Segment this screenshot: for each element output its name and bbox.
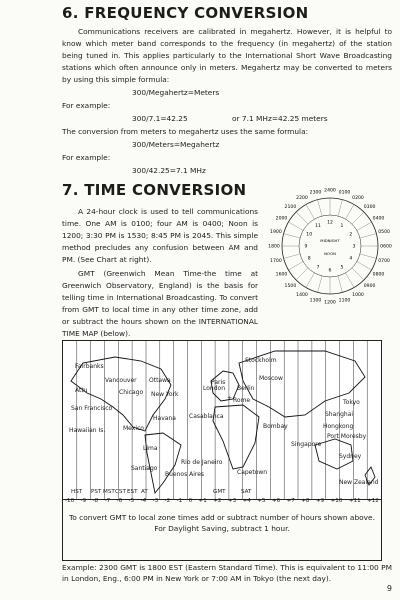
clock-face-12: 12 <box>327 220 333 226</box>
clock-hour-1100: 1100 <box>338 298 351 304</box>
city-rio-de-janeiro: Rio de Janeiro <box>181 459 223 466</box>
zone-at: AT <box>141 489 148 495</box>
city-new-york: New York <box>151 391 179 398</box>
clock-hour-1700: 1700 <box>270 259 282 265</box>
clock-hour-1600: 1600 <box>275 272 288 278</box>
clock-face-5: 5 <box>340 265 344 271</box>
city-capetown: Capetown <box>237 469 268 476</box>
zone-offset: -1 <box>176 498 183 504</box>
city-shanghai: Shanghai <box>325 411 354 418</box>
clock-hour-0500: 0500 <box>378 230 390 236</box>
zone-hst: HST <box>71 489 83 495</box>
city-moscow: Moscow <box>259 375 283 382</box>
city-paris: Paris <box>211 379 226 386</box>
clock-hour-2100: 2100 <box>284 205 297 210</box>
zone-offset: -5 <box>128 498 135 504</box>
conversion-note-line-2: For Daylight Saving, subtract 1 hour. <box>154 524 290 533</box>
zone-offset: +1 <box>198 498 207 504</box>
conversion-text: The conversion from meters to megahertz uses the same formula: <box>62 127 309 136</box>
city-hongkong: Hongkong <box>323 423 354 430</box>
zone-offset: -10 <box>65 498 75 504</box>
zone-offset: +4 <box>242 498 251 504</box>
city-mexico: Mexico <box>123 425 144 432</box>
zone-offset: -8 <box>92 498 99 504</box>
clock-hour-0200: 0200 <box>352 196 364 202</box>
city-chicago: Chicago <box>119 389 144 396</box>
clock-face-7: 7 <box>316 265 320 271</box>
zone-offset: -2 <box>164 498 171 504</box>
time-paragraph-2: GMT (Greenwich Mean Time-the time at Greenwich Observatory, England) is the basis for telling time in International Broadcasting. To convert from GMT to local time in any other time zone, add or subtract the hours shown on the INTERNATIONAL TIME MAP (below). <box>62 269 258 338</box>
conversion-note-line-1: To convert GMT to local zone times add or subtract number of hours shown above. <box>69 513 375 522</box>
zone-offset: +8 <box>301 498 310 504</box>
clock-hour-1000: 1000 <box>352 293 364 299</box>
clock-face-9: 9 <box>304 244 308 250</box>
zone-est: EST <box>127 489 138 495</box>
clock-face-4: 4 <box>349 256 353 262</box>
city-tokyo: Tokyo <box>343 399 360 406</box>
formula-megahertz: 300/Meters=Megahertz <box>132 140 220 149</box>
clock-hour-0100: 0100 <box>338 190 351 196</box>
clock-hour-2000: 2000 <box>275 216 288 222</box>
city-ottawa: Ottawa <box>149 377 171 384</box>
city-vancouver: Vancouver <box>105 377 137 384</box>
clock-hour-1800: 1800 <box>268 244 280 250</box>
zone-offset: +7 <box>286 498 295 504</box>
zone-offset: -4 <box>140 498 147 504</box>
clock-face-2: 2 <box>349 232 353 238</box>
international-time-map <box>62 340 382 500</box>
example-paragraph: Example: 2300 GMT is 1800 EST (Eastern Standard Time). This is equivalent to 11:00 PM in London, Eng., 6:00 PM in New York or 7:00 AM in Tokyo (the next day). <box>62 563 392 583</box>
clock-hour-0700: 0700 <box>378 259 390 265</box>
zone-sat: SAT <box>241 489 252 495</box>
city-buenos-aires: Buenos Aires <box>165 471 205 478</box>
clock-noon-label: NOON <box>324 251 336 256</box>
zone-offset: -7 <box>104 498 111 504</box>
clock-hour-0800: 0800 <box>372 272 385 278</box>
world-map-outline <box>63 341 381 499</box>
clock-midnight-label: MIDNIGHT <box>320 238 340 243</box>
zone-offset: +11 <box>348 498 361 504</box>
greenwich-marker: + <box>227 395 233 402</box>
city-lima: Lima <box>143 445 158 452</box>
zone-offset: -6 <box>116 498 123 504</box>
clock-face-6: 6 <box>328 268 332 274</box>
zone-offset: +5 <box>257 498 266 504</box>
zone-offset: +12 <box>367 498 379 504</box>
zone-mst: MST <box>103 489 115 495</box>
example-label-1: For example: <box>62 101 111 110</box>
time-paragraph-1: A 24-hour clock is used to tell communications time. One AM is 0100; four AM is 0400; Noon is 1200; 3:30 PM is 1530; 8:45 PM is 2045. This simple method precludes any confusion between AM and PM. (See Chart at right). <box>62 207 258 264</box>
city-santiago: Santiago <box>131 465 158 472</box>
zone-gmt: GMT <box>213 489 226 495</box>
example-1b: or 7.1 MHz=42.25 meters <box>232 114 328 123</box>
city-attu: Attu <box>75 387 88 394</box>
city-fairbanks: Fairbanks <box>75 363 104 370</box>
clock-hour-1300: 1300 <box>309 298 322 304</box>
clock-hour-2400: 2400 <box>324 188 336 194</box>
city-port-moresby: Port Moresby <box>327 433 367 440</box>
section-7-title: 7. TIME CONVERSION <box>62 181 247 199</box>
formula-meters: 300/Megahertz=Meters <box>132 88 220 97</box>
clock-hour-1200: 1200 <box>324 300 336 306</box>
city-havana: Havana <box>153 415 176 422</box>
example-2: 300/42.25=7.1 MHz <box>132 166 206 175</box>
zone-offset: +10 <box>330 498 343 504</box>
clock-hour-0900: 0900 <box>363 284 376 290</box>
zone-abbreviations <box>63 489 381 498</box>
clock-face-3: 3 <box>352 244 356 250</box>
clock-hour-0300: 0300 <box>363 205 376 210</box>
city-singapore: Singapore <box>291 441 322 448</box>
city-london: London <box>203 385 225 392</box>
clock-hour-1400: 1400 <box>296 293 308 299</box>
city-stockholm: Stockholm <box>245 357 277 364</box>
city-bombay: Bombay <box>263 423 288 430</box>
clock-hour-2300: 2300 <box>309 190 322 196</box>
zone-offset: +6 <box>271 498 281 504</box>
clock-hour-0400: 0400 <box>372 216 385 222</box>
zone-offset: +3 <box>227 498 237 504</box>
section-6-title: 6. FREQUENCY CONVERSION <box>62 4 309 22</box>
frequency-paragraph: Communications receivers are calibrated in megahertz. However, it is helpful to know which meter band corresponds to the frequency (in megahertz) of the station being tuned in. This applies particularly to the International Short Wave Broadcasting stations which often announce only in meters. Megahertz may be converted to meters by using this simple formula: <box>62 27 392 84</box>
city-new-zealand: New Zealand <box>339 479 379 486</box>
clock-hour-1900: 1900 <box>270 230 282 236</box>
zone-pst: PST <box>91 489 102 495</box>
zone-offsets-row <box>65 498 379 504</box>
city-san-francisco: San Francisco <box>71 405 113 412</box>
clock-hour-2200: 2200 <box>296 196 308 202</box>
zone-offset: -9 <box>80 498 87 504</box>
example-1a: 300/7.1=42.25 <box>132 114 188 123</box>
city-casablanca: Casablanca <box>189 413 224 420</box>
clock-face-8: 8 <box>307 256 311 262</box>
time-zone-legend <box>62 489 382 561</box>
conversion-note <box>63 512 381 534</box>
clock-face-11: 11 <box>315 223 321 229</box>
page-number: 9 <box>386 584 392 593</box>
zone-offset: +9 <box>315 498 325 504</box>
zone-offset: +2 <box>213 498 222 504</box>
example-label-2: For example: <box>62 153 111 162</box>
zone-offset: -3 <box>152 498 159 504</box>
zone-cst: CST <box>115 489 126 495</box>
zone-offset: 0 <box>188 498 193 504</box>
city-rome: Rome <box>233 397 251 404</box>
clock-face-1: 1 <box>340 223 344 229</box>
city-sydney: Sydney <box>339 453 362 460</box>
clock-hour-0600: 0600 <box>380 244 392 250</box>
city-berlin: Berlin <box>237 385 255 392</box>
clock-face-10: 10 <box>306 232 313 238</box>
24-hour-clock-chart <box>264 180 396 312</box>
clock-hour-1500: 1500 <box>284 284 297 290</box>
city-hawaiian-is: Hawaiian Is. <box>69 427 106 434</box>
